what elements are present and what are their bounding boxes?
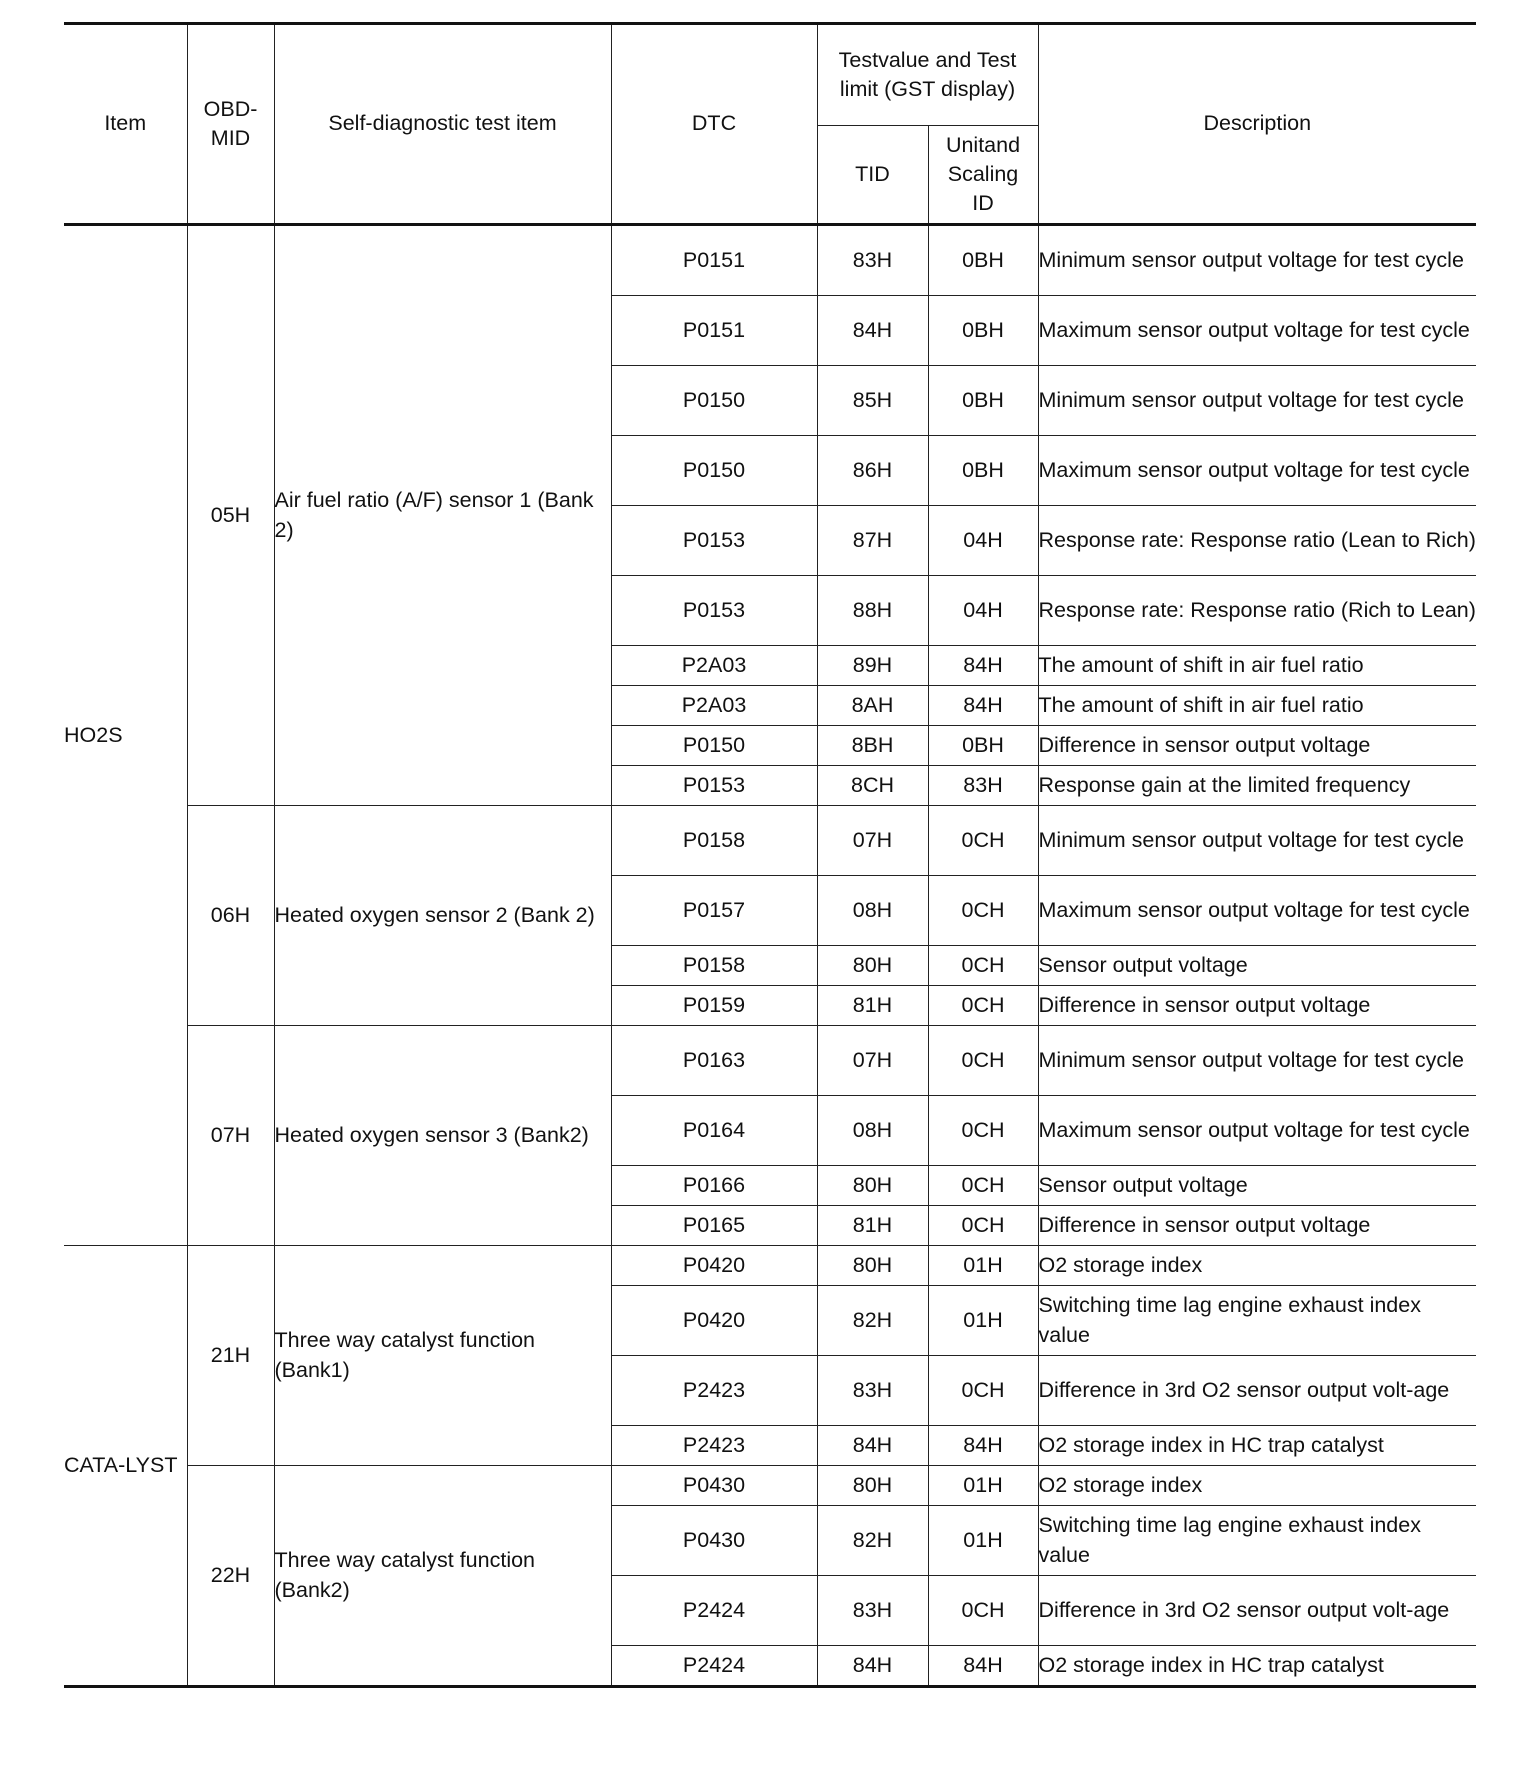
description-cell: Response gain at the limited frequency — [1038, 766, 1476, 806]
dtc-cell: P0430 — [611, 1506, 817, 1576]
dtc-cell: P0153 — [611, 576, 817, 646]
tid-cell: 84H — [817, 296, 928, 366]
description-cell: Minimum sensor output voltage for test cycle — [1038, 225, 1476, 296]
description-cell: Difference in sensor output voltage — [1038, 986, 1476, 1026]
dtc-cell: P2424 — [611, 1646, 817, 1687]
dtc-cell: P0420 — [611, 1246, 817, 1286]
unit-scaling-cell: 0BH — [928, 366, 1038, 436]
table-header — [64, 24, 1476, 225]
tid-cell: 80H — [817, 1246, 928, 1286]
unit-scaling-cell: 83H — [928, 766, 1038, 806]
obd-mid-cell: 21H — [187, 1246, 274, 1466]
description-cell: The amount of shift in air fuel ratio — [1038, 686, 1476, 726]
tid-cell: 88H — [817, 576, 928, 646]
tid-cell: 84H — [817, 1646, 928, 1687]
self-diagnostic-item-cell: Air fuel ratio (A/F) sensor 1 (Bank 2) — [274, 225, 611, 806]
description-cell: O2 storage index — [1038, 1246, 1476, 1286]
unit-scaling-cell: 0CH — [928, 946, 1038, 986]
dtc-cell: P0151 — [611, 296, 817, 366]
tid-cell: 86H — [817, 436, 928, 506]
dtc-cell: P0165 — [611, 1206, 817, 1246]
unit-scaling-cell: 04H — [928, 506, 1038, 576]
unit-scaling-cell: 0CH — [928, 1576, 1038, 1646]
tid-cell: 80H — [817, 1466, 928, 1506]
dtc-cell: P0150 — [611, 726, 817, 766]
dtc-cell: P2A03 — [611, 686, 817, 726]
unit-scaling-cell: 0CH — [928, 876, 1038, 946]
unit-scaling-cell: 0BH — [928, 225, 1038, 296]
unit-scaling-cell: 0CH — [928, 1096, 1038, 1166]
description-cell: Switching time lag engine exhaust index value — [1038, 1506, 1476, 1576]
tid-cell: 82H — [817, 1286, 928, 1356]
description-cell: Switching time lag engine exhaust index value — [1038, 1286, 1476, 1356]
tid-cell: 08H — [817, 1096, 928, 1166]
unit-scaling-cell: 84H — [928, 1426, 1038, 1466]
description-cell: Response rate: Response ratio (Lean to Rich) — [1038, 506, 1476, 576]
dtc-cell: P0158 — [611, 946, 817, 986]
unit-scaling-cell: 0CH — [928, 1026, 1038, 1096]
description-cell: Maximum sensor output voltage for test cycle — [1038, 1096, 1476, 1166]
header-tid: TID — [817, 126, 928, 225]
description-cell: The amount of shift in air fuel ratio — [1038, 646, 1476, 686]
description-cell: Maximum sensor output voltage for test cycle — [1038, 876, 1476, 946]
dtc-cell: P0420 — [611, 1286, 817, 1356]
dtc-cell: P2A03 — [611, 646, 817, 686]
obd-test-table — [64, 22, 1476, 1688]
tid-cell: 8BH — [817, 726, 928, 766]
tid-cell: 81H — [817, 1206, 928, 1246]
tid-cell: 07H — [817, 1026, 928, 1096]
dtc-cell: P0153 — [611, 766, 817, 806]
header-unit-and-scaling-id: Unitand Scaling ID — [928, 126, 1038, 225]
unit-scaling-cell: 84H — [928, 646, 1038, 686]
tid-cell: 80H — [817, 946, 928, 986]
dtc-cell: P0430 — [611, 1466, 817, 1506]
self-diagnostic-item-cell: Three way catalyst function (Bank2) — [274, 1466, 611, 1687]
dtc-cell: P0163 — [611, 1026, 817, 1096]
table-body — [64, 225, 1476, 1687]
unit-scaling-cell: 0BH — [928, 436, 1038, 506]
unit-scaling-cell: 0BH — [928, 726, 1038, 766]
self-diagnostic-item-cell: Heated oxygen sensor 3 (Bank2) — [274, 1026, 611, 1246]
header-test-value-and-limit: Testvalue and Test limit (GST display) — [817, 24, 1038, 126]
unit-scaling-cell: 84H — [928, 686, 1038, 726]
dtc-cell: P0157 — [611, 876, 817, 946]
tid-cell: 89H — [817, 646, 928, 686]
unit-scaling-cell: 01H — [928, 1286, 1038, 1356]
dtc-cell: P0166 — [611, 1166, 817, 1206]
dtc-cell: P2424 — [611, 1576, 817, 1646]
description-cell: Difference in sensor output voltage — [1038, 726, 1476, 766]
description-cell: Maximum sensor output voltage for test cycle — [1038, 296, 1476, 366]
dtc-cell: P2423 — [611, 1356, 817, 1426]
table-row — [64, 806, 1476, 876]
tid-cell: 83H — [817, 225, 928, 296]
self-diagnostic-item-cell: Heated oxygen sensor 2 (Bank 2) — [274, 806, 611, 1026]
table-row — [64, 1026, 1476, 1096]
obd-mid-cell: 22H — [187, 1466, 274, 1687]
tid-cell: 83H — [817, 1356, 928, 1426]
description-cell: Minimum sensor output voltage for test cycle — [1038, 1026, 1476, 1096]
unit-scaling-cell: 0CH — [928, 986, 1038, 1026]
description-cell: Sensor output voltage — [1038, 946, 1476, 986]
description-cell: Difference in 3rd O2 sensor output volt-age — [1038, 1356, 1476, 1426]
dtc-cell: P0159 — [611, 986, 817, 1026]
description-cell: Difference in sensor output voltage — [1038, 1206, 1476, 1246]
table-row — [64, 1246, 1476, 1286]
obd-mid-cell: 05H — [187, 225, 274, 806]
table-row — [64, 1466, 1476, 1506]
unit-scaling-cell: 0BH — [928, 296, 1038, 366]
unit-scaling-cell: 0CH — [928, 1206, 1038, 1246]
description-cell: O2 storage index in HC trap catalyst — [1038, 1646, 1476, 1687]
description-cell: O2 storage index — [1038, 1466, 1476, 1506]
description-cell: Sensor output voltage — [1038, 1166, 1476, 1206]
description-cell: Maximum sensor output voltage for test cycle — [1038, 436, 1476, 506]
unit-scaling-cell: 84H — [928, 1646, 1038, 1687]
dtc-cell: P2423 — [611, 1426, 817, 1466]
tid-cell: 08H — [817, 876, 928, 946]
obd-mid-cell: 07H — [187, 1026, 274, 1246]
dtc-cell: P0150 — [611, 366, 817, 436]
self-diagnostic-item-cell: Three way catalyst function (Bank1) — [274, 1246, 611, 1466]
obd-mid-cell: 06H — [187, 806, 274, 1026]
unit-scaling-cell: 01H — [928, 1506, 1038, 1576]
description-cell: Response rate: Response ratio (Rich to Lean) — [1038, 576, 1476, 646]
tid-cell: 84H — [817, 1426, 928, 1466]
header-self-diagnostic-test-item: Self-diagnostic test item — [274, 24, 611, 225]
dtc-cell: P0153 — [611, 506, 817, 576]
tid-cell: 81H — [817, 986, 928, 1026]
tid-cell: 82H — [817, 1506, 928, 1576]
tid-cell: 8AH — [817, 686, 928, 726]
tid-cell: 80H — [817, 1166, 928, 1206]
item-ho2s: HO2S — [64, 225, 187, 1246]
description-cell: Difference in 3rd O2 sensor output volt-age — [1038, 1576, 1476, 1646]
tid-cell: 87H — [817, 506, 928, 576]
unit-scaling-cell: 0CH — [928, 1356, 1038, 1426]
dtc-cell: P0158 — [611, 806, 817, 876]
unit-scaling-cell: 01H — [928, 1466, 1038, 1506]
description-cell: Minimum sensor output voltage for test cycle — [1038, 806, 1476, 876]
unit-scaling-cell: 0CH — [928, 806, 1038, 876]
header-obd-mid: OBD-MID — [187, 24, 274, 225]
description-cell: Minimum sensor output voltage for test cycle — [1038, 366, 1476, 436]
unit-scaling-cell: 0CH — [928, 1166, 1038, 1206]
dtc-cell: P0151 — [611, 225, 817, 296]
item-catalyst: CATA-LYST — [64, 1246, 187, 1687]
description-cell: O2 storage index in HC trap catalyst — [1038, 1426, 1476, 1466]
tid-cell: 8CH — [817, 766, 928, 806]
header-item: Item — [64, 24, 187, 225]
dtc-cell: P0164 — [611, 1096, 817, 1166]
tid-cell: 07H — [817, 806, 928, 876]
header-dtc: DTC — [611, 24, 817, 225]
unit-scaling-cell: 01H — [928, 1246, 1038, 1286]
dtc-cell: P0150 — [611, 436, 817, 506]
unit-scaling-cell: 04H — [928, 576, 1038, 646]
tid-cell: 83H — [817, 1576, 928, 1646]
table-row — [64, 225, 1476, 296]
tid-cell: 85H — [817, 366, 928, 436]
header-description: Description — [1038, 24, 1476, 225]
